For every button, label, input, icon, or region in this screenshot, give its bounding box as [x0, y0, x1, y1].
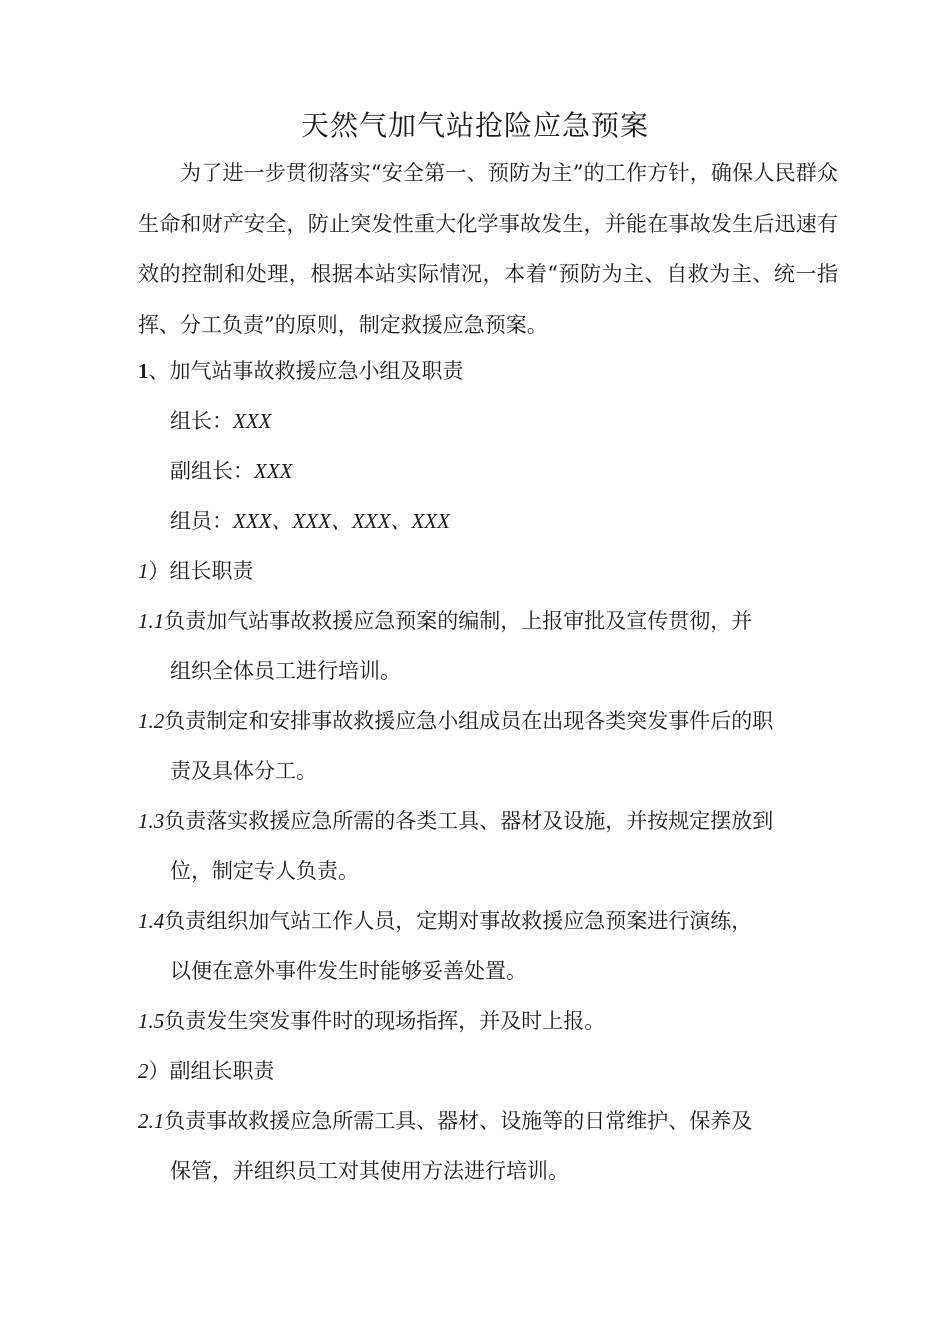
leader-label: 组长： — [170, 409, 233, 433]
deputy-name: XXX — [254, 459, 293, 483]
section-1-heading — [138, 346, 464, 396]
item-continuation: 保管，并组织员工对其使用方法进行培训。 — [170, 1159, 569, 1183]
item-number: 2.1 — [138, 1109, 165, 1133]
intro-paragraph: 为了进一步贯彻落实“安全第一、预防为主”的工作方针，确保人民群众生命和财产安全，防止突发性重大化学事故发生，并能在事故发生后迅速有效的控制和处理，根据本站实际情况，本着“预防为主、自救为主、统一指挥、分工负责”的原则，制定救援应急预案。 — [138, 161, 838, 337]
item-number: 1.4 — [138, 909, 165, 933]
duty-1-number: 1 — [138, 559, 149, 583]
members-line — [170, 496, 450, 546]
document-title: 天然气加气站抢险应急预案 — [300, 109, 649, 142]
deputy-line — [170, 446, 292, 496]
list-item — [138, 796, 773, 846]
duty-2-heading — [138, 1046, 275, 1096]
member-names: XXX、XXX、XXX、XXX — [233, 509, 450, 533]
item-number: 1.5 — [138, 1009, 165, 1033]
list-item — [138, 696, 773, 746]
duty-1-heading — [138, 546, 254, 596]
leader-line — [170, 396, 271, 446]
item-continuation: 以便在意外事件发生时能够妥善处置。 — [170, 959, 527, 983]
item-text: 负责制定和安排事故救援应急小组成员在出现各类突发事件后的职 — [164, 709, 774, 733]
list-item — [138, 896, 752, 946]
list-item — [138, 1096, 752, 1146]
item-continuation: 责及具体分工。 — [170, 759, 317, 783]
item-continuation: 位，制定专人负责。 — [170, 859, 359, 883]
duty-2-number: 2 — [138, 1059, 149, 1083]
item-text: 负责加气站事故救援应急预案的编制，上报审批及宣传贯彻，并 — [164, 609, 753, 633]
members-label: 组员： — [170, 509, 233, 533]
section-1-text: 、加气站事故救援应急小组及职责 — [148, 359, 464, 383]
item-number: 1.3 — [138, 809, 165, 833]
list-item — [138, 996, 605, 1046]
section-1-number: 1 — [138, 359, 149, 383]
item-text: 负责落实救援应急所需的各类工具、器材及设施，并按规定摆放到 — [164, 809, 774, 833]
item-number: 1.1 — [138, 609, 165, 633]
leader-name: XXX — [233, 409, 272, 433]
item-text: 负责发生突发事件时的现场指挥，并及时上报。 — [164, 1009, 606, 1033]
deputy-label: 副组长： — [170, 459, 254, 483]
duty-1-text: ）组长职责 — [148, 559, 254, 583]
item-number: 1.2 — [138, 709, 165, 733]
item-text: 负责事故救援应急所需工具、器材、设施等的日常维护、保养及 — [164, 1109, 753, 1133]
item-text: 负责组织加气站工作人员，定期对事故救援应急预案进行演练， — [164, 909, 753, 933]
item-continuation: 组织全体员工进行培训。 — [170, 659, 401, 683]
duty-2-text: ）副组长职责 — [148, 1059, 275, 1083]
list-item — [138, 596, 752, 646]
